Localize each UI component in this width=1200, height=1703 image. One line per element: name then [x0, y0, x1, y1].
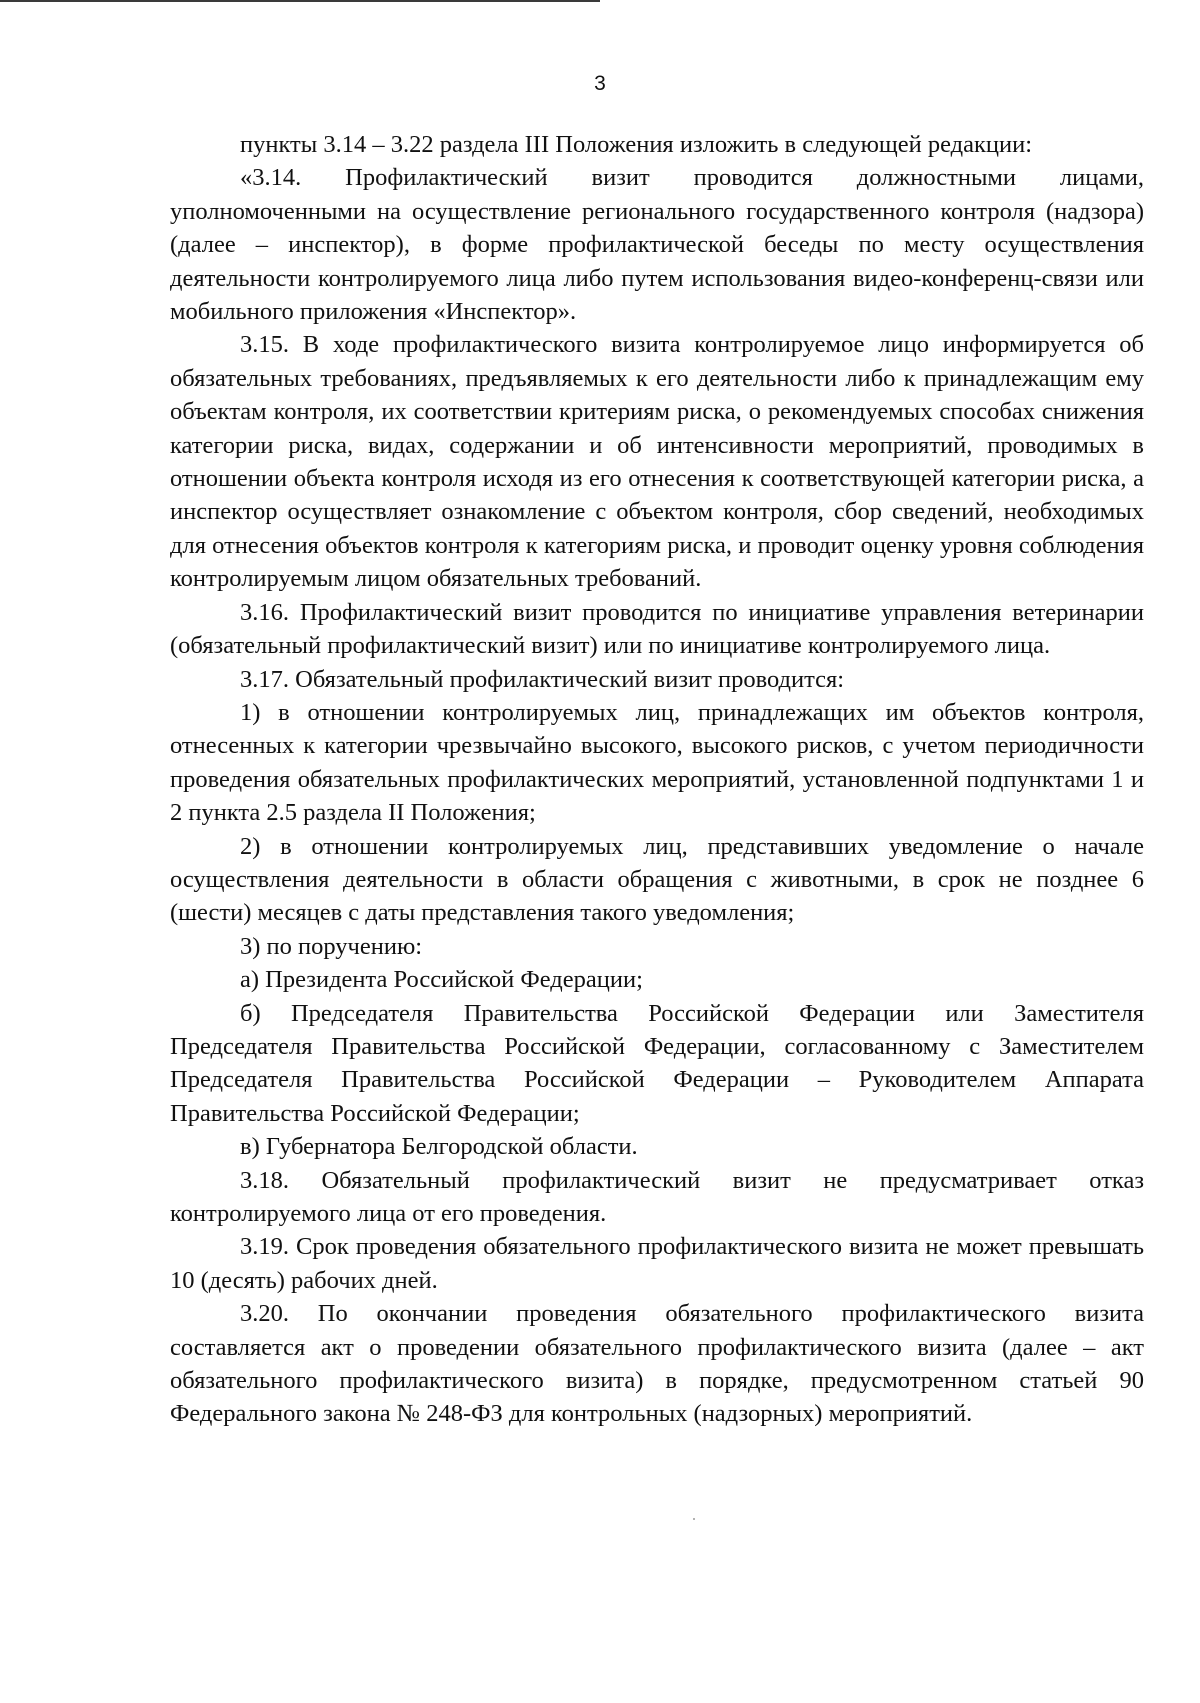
paragraph-3-17-item-3a: а) Президента Российской Федерации; — [240, 966, 643, 994]
scan-edge-line — [0, 0, 600, 2]
page-number: 3 — [594, 72, 606, 95]
paragraph-3-18: 3.18. Обязательный профилактический визит не предусматривает отказ контролируемого лица от его проведения. — [170, 1166, 1144, 1227]
paragraph-3-16: 3.16. Профилактический визит проводится по инициативе управления ветеринарии (обязательный профилактический визит) или по инициативе контролируемого лица. — [170, 598, 1144, 660]
paragraph-3-20: 3.20. По окончании проведения обязательного профилактического визита составляется акт о проведении обязательного профилактического визита (далее – акт обязательного профилактического визита) в порядке, предусмотренном статьей 90 Федерального закона № 248-ФЗ для контрольных (надзорных) мероприятий. — [170, 1300, 1144, 1428]
document-body — [170, 128, 1144, 1431]
paragraph-3-15: 3.15. В ходе профилактического визита контролируемое лицо информируется об обязательных требованиях, предъявляемых к его деятельности либо к принадлежащим ему объектам контроля, их соответствии критериям риска, о рекомендуемых способах снижения категории риска, видах, содержании и об интенсивности мероприятий, проводимых в отношении объекта контроля исходя из его отнесения к соответствующей категории риска, а инспектор осуществляет ознакомление с объектом контроля, сбор сведений, необходимых для отнесения объектов контроля к категориям риска, и проводит оценку уровня соблюдения контролируемым лицом обязательных требований. — [170, 331, 1144, 593]
paragraph-3-19: 3.19. Срок проведения обязательного профилактического визита не может превышать 10 (десять) рабочих дней. — [170, 1233, 1144, 1294]
paragraph-3-17-item-3v: в) Губернатора Белгородской области. — [240, 1133, 638, 1161]
paragraph-3-17-item-3: 3) по поручению: — [240, 932, 423, 960]
paragraph-3-17-item-1: 1) в отношении контролируемых лиц, принадлежащих им объектов контроля, отнесенных к категории чрезвычайно высокого, высокого рисков, с учетом периодичности проведения обязательных профилактических мероприятий, установленной подпунктами 1 и 2 пункта 2.5 раздела II Положения; — [170, 698, 1144, 827]
scan-speck — [693, 1518, 695, 1520]
paragraph-intro: пункты 3.14 – 3.22 раздела III Положения изложить в следующей редакции: — [240, 131, 1033, 158]
paragraph-3-17: 3.17. Обязательный профилактический визит проводится: — [240, 665, 845, 693]
paragraph-3-17-item-2: 2) в отношении контролируемых лиц, представивших уведомление о начале осуществления деятельности в области обращения с животными, в срок не позднее 6 (шести) месяцев с даты представления такого уведомления; — [170, 832, 1144, 927]
paragraph-3-14: «3.14. Профилактический визит проводится должностными лицами, уполномоченными на осуществление регионального государственного контроля (надзора) (далее – инспектор), в форме профилактической беседы по месту осуществления деятельности контролируемого лица либо путем использования видео-конференц-связи или мобильного приложения «Инспектор». — [170, 164, 1144, 326]
paragraph-3-17-item-3b: б) Председателя Правительства Российской Федерации или Заместителя Председателя Правительства Российской Федерации, согласованному с Заместителем Председателя Правительства Российской Федерации – Руководителем Аппарата Правительства Российской Федерации; — [170, 999, 1144, 1127]
